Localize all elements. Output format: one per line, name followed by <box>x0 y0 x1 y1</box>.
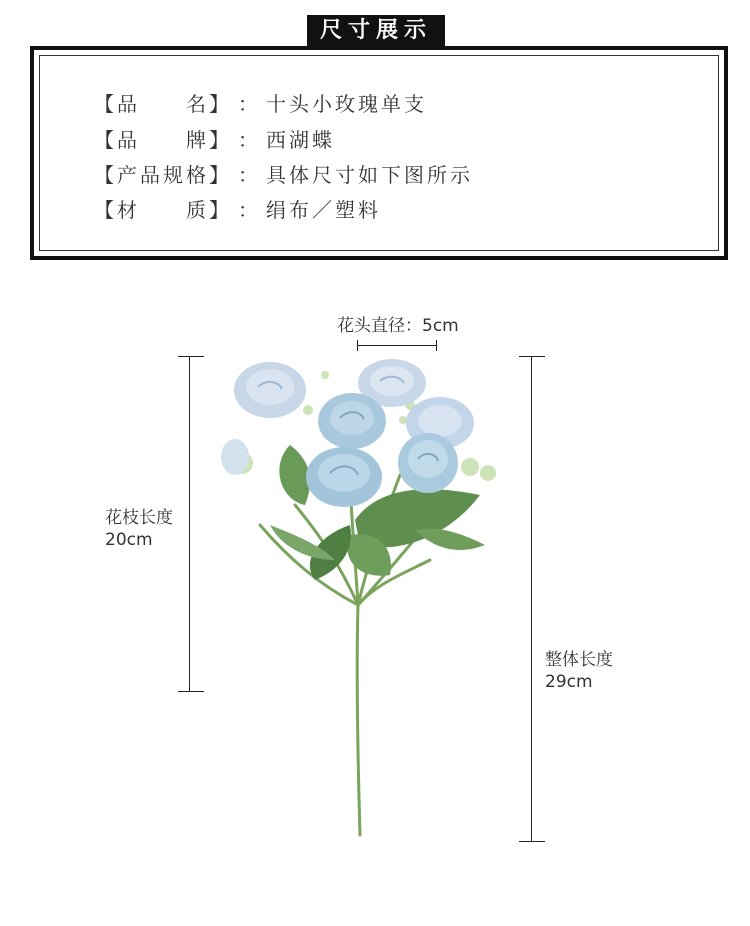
total-length-value: 29cm <box>545 672 593 692</box>
spec-colon: ： <box>238 128 261 152</box>
spec-label: 【品 牌】 <box>94 128 232 152</box>
rose-bouquet-image <box>200 345 530 840</box>
branch-length-label: 花枝长度 <box>105 508 173 528</box>
head-diameter-label: 花头直径：5cm <box>337 316 459 336</box>
total-length-line <box>531 356 532 842</box>
spec-value: 十头小玫瑰单支 <box>266 92 427 116</box>
branch-length-line <box>189 356 190 692</box>
spec-colon: ： <box>238 163 261 187</box>
spec-value: 具体尺寸如下图所示 <box>266 163 473 187</box>
total-length-label: 整体长度 <box>545 650 613 670</box>
spec-label: 【产品规格】 <box>94 163 232 187</box>
branch-length-value: 20cm <box>105 530 153 550</box>
spec-colon: ： <box>238 198 261 222</box>
spec-value: 西湖蝶 <box>266 128 335 152</box>
total-length-tick-bottom <box>519 841 545 842</box>
spec-row-name <box>94 88 427 117</box>
spec-label: 【品 名】 <box>94 92 232 116</box>
spec-colon: ： <box>238 92 261 116</box>
spec-row-size <box>94 159 473 188</box>
spec-value: 绢布／塑料 <box>266 198 381 222</box>
section-title: 尺寸展示 <box>307 15 445 47</box>
spec-row-brand <box>94 124 335 153</box>
rose-heads <box>221 359 474 507</box>
spec-row-material <box>94 194 381 223</box>
spec-label: 【材 质】 <box>94 198 232 222</box>
spec-panel <box>30 46 728 260</box>
